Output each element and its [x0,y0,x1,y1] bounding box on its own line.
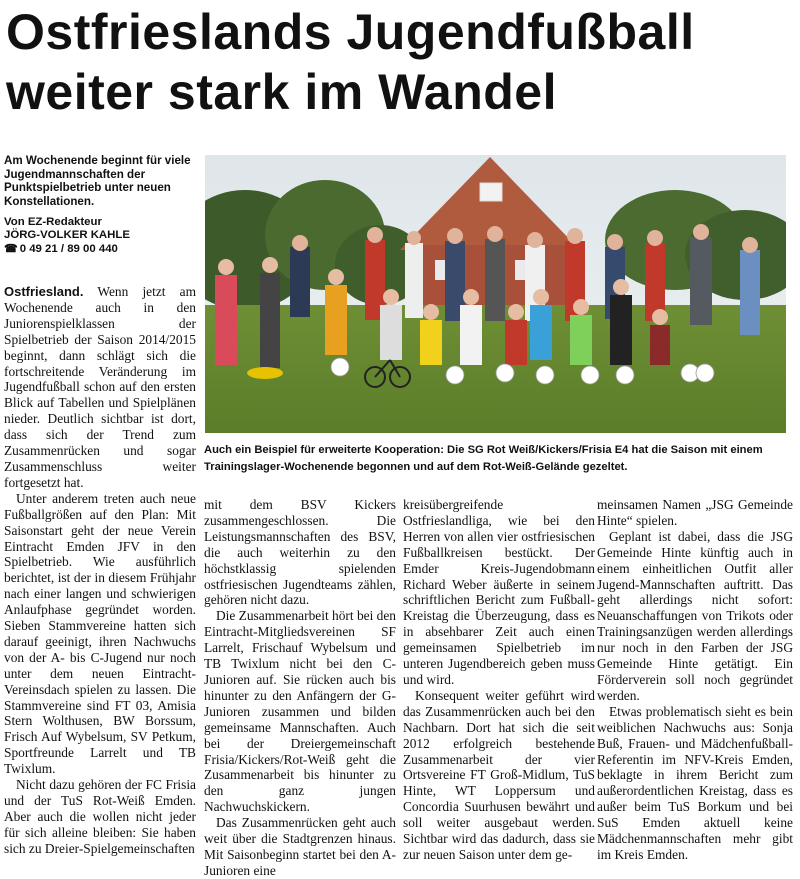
headline [6,2,796,122]
team-photo [205,155,786,433]
byline-author: JÖRG-VOLKER KAHLE [4,229,130,242]
telephone-icon: ☎ [4,242,18,255]
article-text: Wenn jetzt am Wochenende auch in den Juniorenspielklassen der Spielbetrieb der Saison 2014/2015 beginnt, dann schlägt sich die fortschreitende Veränderung im Jugendfußball schon auf den ersten Blick auf Tabellen und Spielplänen nieder. Deutlich sichtbar ist dort, dass sich der Trend zum Zusammenrücken und sogar Zusammenschluss weiter fortgesetzt hat. [4,284,196,490]
dateline: Ostfriesland. [4,284,84,299]
article-paragraph: mit dem BSV Kickers zusammengeschlossen. Die Leistungsmannschaften des BSV, die auch weiterhin zu den höchstklassig spielenden ostfriesischen Jugendteams zählen, gehören nicht dazu. [204,497,396,608]
byline-phone-row [4,243,200,256]
article-paragraph [4,284,196,491]
article-paragraph: Die Zusammenarbeit hört bei den Eintracht-Mitgliedsvereinen SF Larrelt, Frischauf Wybelsum und TB Twixlum nicht bei den C-Junioren auf. Sie rücken auch bis hinunter zu den Anfängern der G-Junioren zusammen und bilden gemeinsame Mannschaften. Auch bei der Dreiergemeinschaft Frisia/Kickers/Rot-Weiß geht die Zusammenarbeit bis hinunter zu den ganz jungen Nachwuchskickern. [204,608,396,815]
article-column-3 [403,497,595,863]
team-photo-illustration [205,155,786,433]
article-column-4 [597,497,793,863]
article-paragraph: Geplant ist dabei, dass die JSG Gemeinde Hinte künftig auch in einem einheitlichen Outfit aller Jugend-Mannschaften auftritt. Das geht allerdings nicht sofort: Neuanschaffungen von Trikots oder Trainingsanzügen werden allerdings nur noch in den Farben der JSG Gemeinde Hinte getätigt. Ein Förderverein soll noch gegründet werden. [597,528,793,703]
article-paragraph: Etwas problematisch sieht es bein weiblichen Nachwuchs aus: Sonja Buß, Frauen- und Mädchenfußball-Referentin im NFV-Kreis Emden, beklagte in ihrem Bericht zum außerordentlichen Kreistag, dass es außer beim TuS Borkum und bei SuS Emden aktuell keine Mädchenmannschaften mehr gibt im Kreis Emden. [597,703,793,862]
byline-prefix: Von EZ-Redakteur [4,216,102,228]
intro-teaser: Am Wochenende beginnt für viele Jugendmannschaften der Punktspielbetrieb unter neuen Konstellationen. [4,154,191,208]
article-paragraph: Das Zusammenrücken geht auch weit über die Stadtgrenzen hinaus. Mit Saisonbeginn startet bei den A-Junioren eine [204,815,396,878]
article-paragraph: kreisübergreifende Ostfrieslandliga, wie bei den Herren von allen vier ostfriesischen Fußballkreisen bestückt. Der Emder Kreis-Jugendobmann Richard Weber äußerte in seinem schriftlichen Bericht zum Fußball-Kreistag die Überzeugung, dass es in absehbarer Zeit auch einen gemeinsamen Spielbetrieb im unteren Jugendbereich geben muss und wird. [403,497,595,687]
byline-phone: 0 49 21 / 89 00 440 [19,242,118,255]
article-column-1 [4,284,196,857]
article-paragraph: Unter anderem treten auch neue Fußballgrößen auf den Plan: Mit Saisonstart geht der neue Verein Eintracht Emden JFV in den Spielbetrieb. Wie ausführlich berichtet, ist der in diesem Frühjahr nach einer langen und schwierigen Anlaufphase gegründet worden. Sieben Stammvereine hatten sich darauf geeinigt, ihren Nachwuchs von der A- bis C-Jugend nur noch unter dem neuen Eintracht-Vereinsdach spielen zu lassen. Die Stammvereine sind FT 03, Amisia Stern Wolthusen, BW Borssum, Frisch Auf Wybelsum, SV Petkum, Sportfreunde Larrelt und TB Twixlum. [4,490,196,777]
headline-line-1: Ostfrieslands Jugendfußball [6,4,695,60]
article-column-2 [204,497,396,879]
photo-caption: Auch ein Beispiel für erweiterte Kooperation: Die SG Rot Weiß/Kickers/Frisia E4 hat die Saison mit einem Trainingslager-Wochenende begonnen und auf dem Rot-Weiß-Gelände gezeltet. [204,444,763,473]
article-paragraph: Konsequent weiter geführt wird das Zusammenrücken auch bei den Nachbarn. Dort hat sich die seit 2012 erfolgreich bestehende Zusammenarbeit der vier Ortsvereine FT Groß-Midlum, TuS Hinte, WT Loppersum und Concordia Suurhusen bewährt und soll weiter ausgebaut werden. Sichtbar wird das dadurch, dass sie zur neuen Saison unter dem ge- [403,687,595,862]
article-paragraph: meinsamen Namen „JSG Gemeinde Hinte“ spielen. [597,497,793,528]
article-paragraph: Nicht dazu gehören der FC Frisia und der TuS Rot-Weiß Emden. Aber auch die wollen nicht jeder für sich alleine bleiben: Sie haben sich zu Dreier-Spielgemeinschaften [4,777,196,856]
headline-line-2: weiter stark im Wandel [6,64,557,120]
byline [4,216,200,256]
